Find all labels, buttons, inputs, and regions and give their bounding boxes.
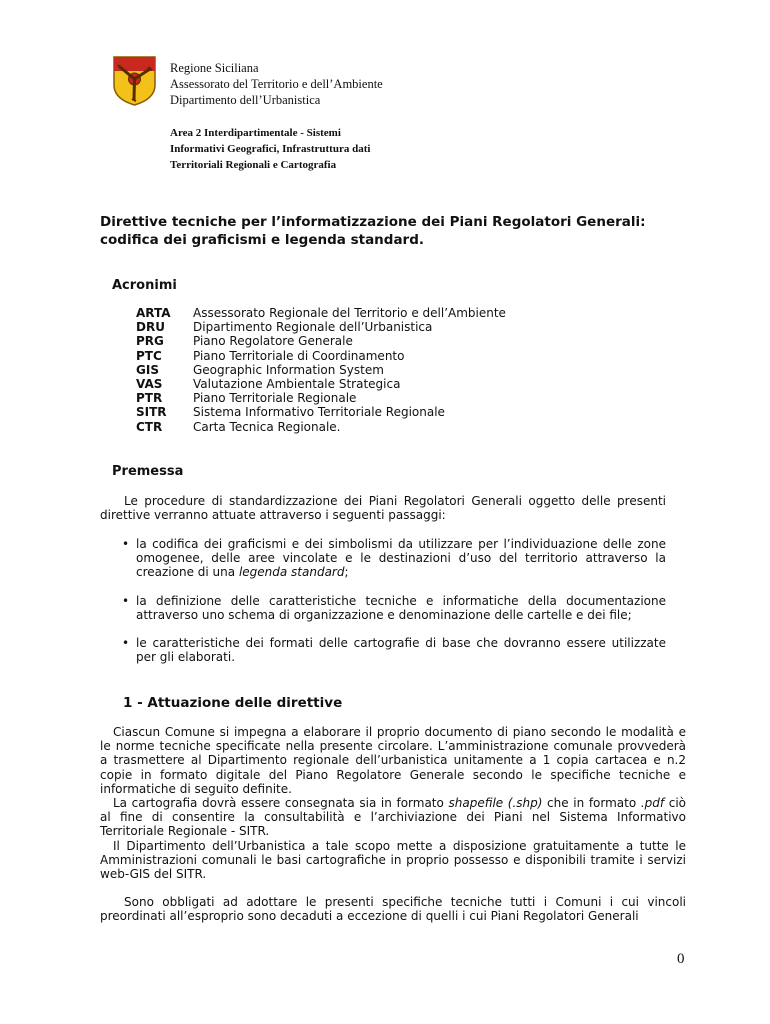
- acronym-value: Piano Regolatore Generale: [193, 334, 353, 349]
- document-title: [100, 213, 690, 249]
- acronym-row: [136, 420, 506, 434]
- acronym-row: [136, 377, 506, 391]
- header-line-region: Regione Siciliana: [170, 61, 259, 75]
- section-1-paragraph-2: [100, 796, 686, 839]
- acronym-key: PRG: [136, 334, 164, 349]
- acronym-value: Assessorato Regionale del Territorio e dell’Ambiente: [193, 306, 506, 320]
- acronyms-heading: Acronimi: [112, 278, 177, 293]
- acronym-key: VAS: [136, 377, 163, 392]
- acronym-value: Sistema Informativo Territoriale Regionale: [193, 405, 445, 420]
- bullet-text: la definizione delle caratteristiche tecniche e informatiche della documentazione attraverso uno schema di organizzazione e denominazione delle cartelle e dei file;: [136, 593, 666, 622]
- bullet-icon: •: [122, 593, 130, 608]
- bullet-text-post: ;: [344, 565, 349, 580]
- acronym-key: PTC: [136, 348, 162, 363]
- acronym-key: CTR: [136, 419, 163, 434]
- institution-header: [170, 60, 383, 108]
- regione-siciliana-emblem-icon: [112, 55, 157, 107]
- area-header: [170, 125, 430, 173]
- section-1-body: [100, 725, 686, 924]
- document-title-line-1: Direttive tecniche per l’informatizzazione dei Piani Regolatori Generali:: [100, 214, 646, 230]
- section-1-paragraph-1: Ciascun Comune si impegna a elaborare il proprio documento di piano secondo le modalità e le norme tecniche specificate nella presente circolare. L’amministrazione comunale provvederà a trasmettere al Dipartimento regionale dell’urbanistica unitamente a 1 copia cartacea e n.2 copie in formato digitale del Piano Regolatore Generale secondo le specifiche tecniche e informatiche di seguito definite.: [100, 725, 686, 796]
- acronym-key: GIS: [136, 362, 159, 377]
- acronym-row: [136, 363, 506, 377]
- bullet-icon: •: [122, 537, 130, 551]
- area-line-2: Informativi Geografici, Infrastruttura dati: [170, 143, 371, 155]
- acronym-row: [136, 306, 506, 320]
- section-1-paragraph-3: Il Dipartimento dell’Urbanistica a tale scopo mette a disposizione gratuitamente a tutte le Amministrazioni comunali le basi cartografiche in proprio possesso e disponibili tramite i servizi web-GIS del SITR.: [100, 838, 686, 882]
- p2-text-c: ciò al fine di consentire la consultabilità e l’archiviazione dei Piani nel Sistema Informativo Territoriale Regionale - SITR.: [100, 796, 687, 839]
- bullet-text-pre: la codifica dei graficismi e dei simbolismi da utilizzare per l’individuazione delle zone omogenee, delle aree vincolate e le destinazioni d’uso del territorio attraverso la creazione di una: [136, 537, 666, 580]
- document-title-line-2: codifica dei graficismi e legenda standard.: [100, 232, 425, 248]
- acronym-row: [136, 391, 506, 405]
- list-item: [120, 594, 666, 622]
- acronym-key: PTR: [136, 391, 163, 406]
- page-number: 0: [677, 951, 685, 967]
- area-line-1: Area 2 Interdipartimentale - Sistemi: [170, 127, 341, 139]
- acronym-key: SITR: [136, 405, 167, 420]
- bullet-text-emphasis: legenda standard: [238, 565, 345, 580]
- p2-emphasis-shapefile: shapefile (.shp): [448, 796, 543, 811]
- acronym-key: DRU: [136, 320, 165, 335]
- premessa-bullet-list: [120, 537, 666, 678]
- bullet-text: le caratteristiche dei formati delle cartografie di base che dovranno essere utilizzate per gli elaborati.: [136, 636, 666, 665]
- header-line-assessorato: Assessorato del Territorio e dell’Ambiente: [170, 77, 383, 91]
- p2-text-a: La cartografia dovrà essere consegnata sia in formato: [113, 796, 449, 811]
- acronym-row: [136, 334, 506, 348]
- area-line-3: Territoriali Regionali e Cartografia: [170, 159, 337, 171]
- acronym-row: [136, 349, 506, 363]
- list-item: [120, 636, 666, 664]
- acronyms-list: [136, 306, 506, 434]
- section-1-heading: 1 - Attuazione delle direttive: [123, 695, 343, 711]
- header-line-dipartimento: Dipartimento dell’Urbanistica: [170, 93, 321, 107]
- section-1-paragraph-4: Sono obbligati ad adottare le presenti specifiche tecniche tutti i Comuni i cui vincoli preordinati all’esproprio sono decaduti a eccezione di quelli i cui Piani Regolatori Generali: [100, 895, 686, 924]
- acronym-row: [136, 320, 506, 334]
- list-item: [120, 537, 666, 580]
- premessa-heading: Premessa: [112, 464, 184, 479]
- acronym-key: ARTA: [136, 306, 171, 320]
- acronym-value: Piano Territoriale Regionale: [193, 391, 357, 406]
- acronym-value: Valutazione Ambientale Strategica: [193, 377, 401, 392]
- premessa-intro: Le procedure di standardizzazione dei Piani Regolatori Generali oggetto delle presenti direttive verranno attuate attraverso i seguenti passaggi:: [100, 494, 666, 523]
- acronym-value: Piano Territoriale di Coordinamento: [193, 348, 405, 363]
- acronym-value: Carta Tecnica Regionale.: [193, 419, 341, 434]
- acronym-row: [136, 405, 506, 419]
- acronym-value: Geographic Information System: [193, 362, 384, 377]
- acronym-value: Dipartimento Regionale dell’Urbanistica: [193, 320, 433, 335]
- bullet-icon: •: [122, 636, 130, 651]
- p2-text-b: che in formato: [542, 796, 641, 811]
- p2-emphasis-pdf: .pdf: [640, 796, 665, 811]
